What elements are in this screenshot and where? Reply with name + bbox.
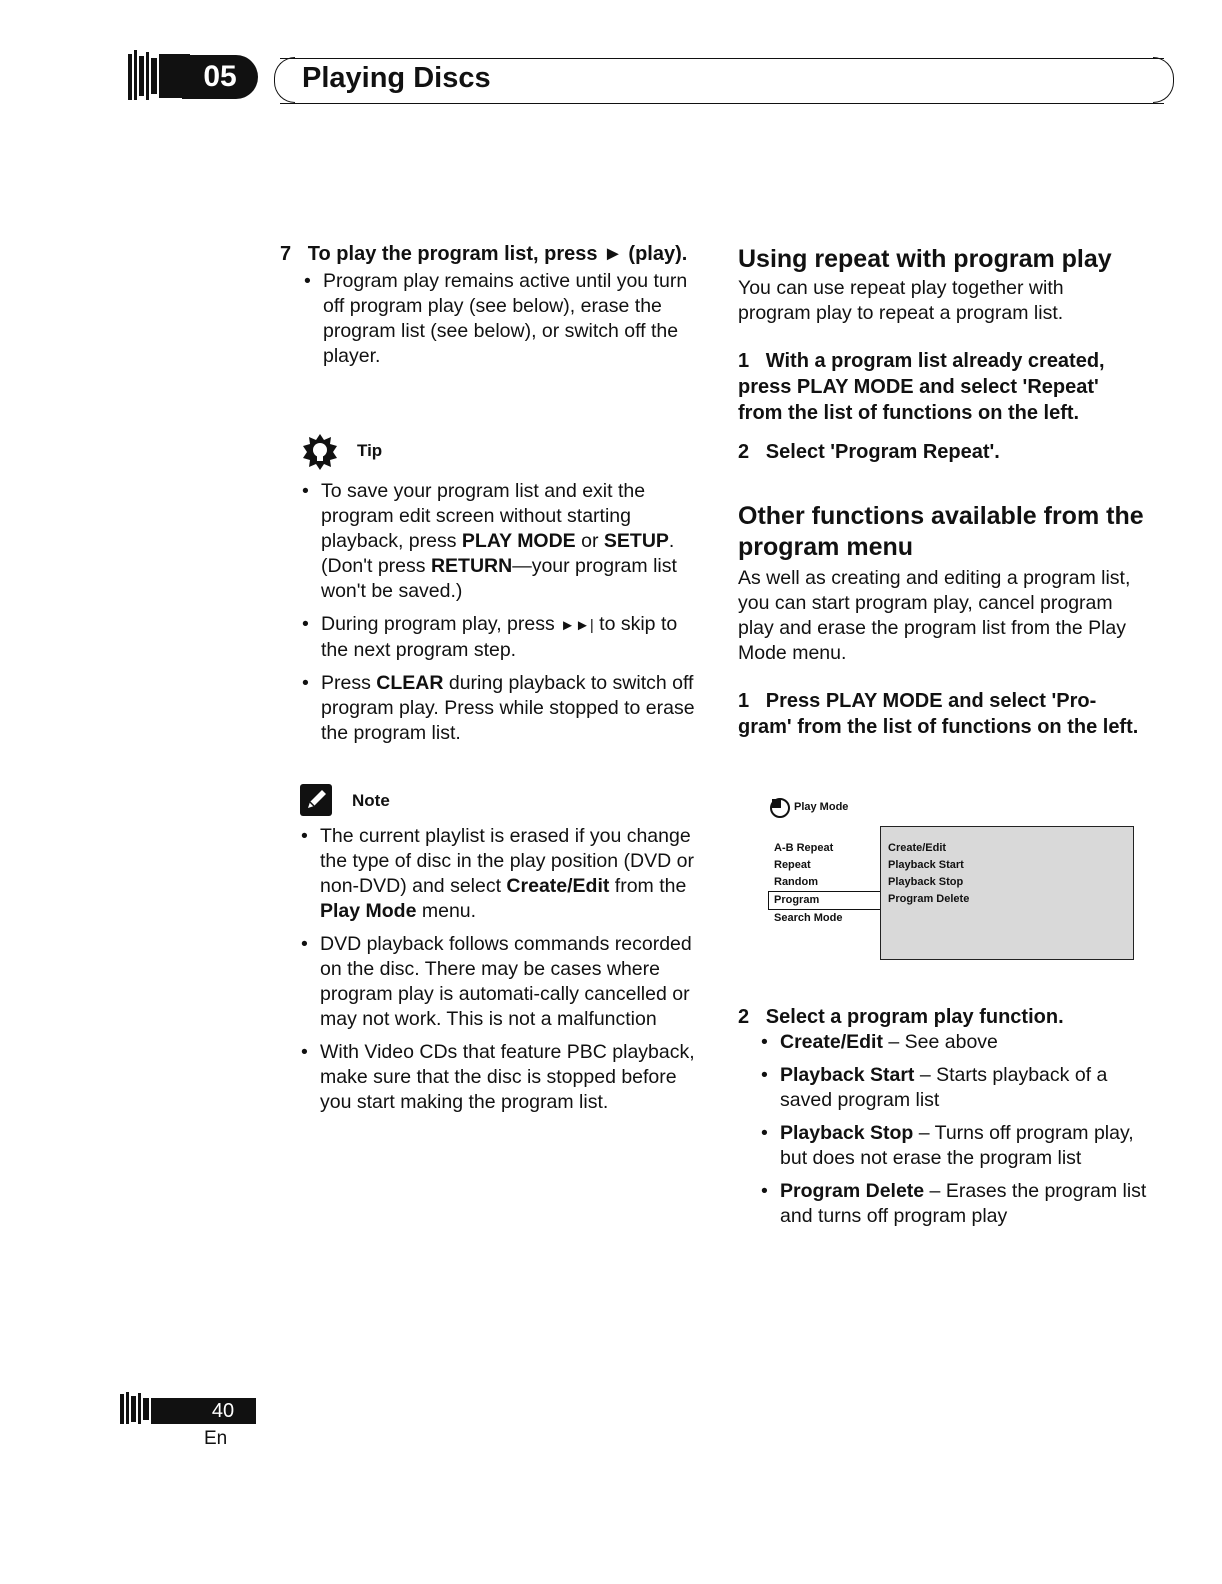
osd-sub-program-delete[interactable]: Program Delete [888,893,970,905]
osd-submenu-list [888,840,969,908]
tip-label: Tip [357,441,383,460]
pencil-icon [300,784,332,816]
skip-next-icon: ►►| [560,617,594,634]
list-item: • Program Delete – Erases the program list and turns off program play [761,1180,1147,1227]
step-7-number: 7 [280,243,292,265]
list-item: • Playback Start – Starts playback of a saved program list [761,1064,1108,1111]
osd-item-random[interactable]: Random [774,876,818,888]
other-step-1: 1 Press PLAY MODE and select 'Pro-gram' from the list of functions on the left. [738,690,1139,738]
osd-item-repeat[interactable]: Repeat [774,859,811,871]
osd-sub-playback-stop[interactable]: Playback Stop [888,876,964,888]
list-item: • Create/Edit – See above [761,1031,998,1053]
section-heading-other: Other functions available from the program menu [738,502,1144,561]
list-item: • With Video CDs that feature PBC playback, make sure that the disc is stopped before you start making the program list. [301,1041,695,1113]
list-item: • Program play remains active until you turn off program play (see below), erase the program list (see below), or switch off the player. [304,270,688,367]
step-7 [280,241,690,377]
osd-title: Play Mode [794,801,849,813]
tip-list [300,479,700,754]
osd-sub-create-edit[interactable]: Create/Edit [888,842,947,854]
page-number: 40 [190,1398,256,1424]
function-list [759,1030,1159,1237]
page-language: En [204,1428,228,1449]
repeat-step-1: 1 With a program list already created, press PLAY MODE and select 'Repeat' from the list of functions on the left. [738,350,1105,424]
play-mode-icon [768,797,792,819]
osd-item-program-selected[interactable]: Program [768,891,884,910]
list-item: • Playback Stop – Turns off program play, but does not erase the program list [761,1122,1134,1169]
osd-function-list [774,840,884,927]
list-item: • During program play, press ►►| to skip to the next program step. [302,613,678,661]
step-7-text: To play the program list, press ► (play). [307,243,688,265]
repeat-step-2: 2 Select 'Program Repeat'. [738,441,1000,463]
note-label: Note [352,791,390,810]
chapter-title: Playing Discs [302,62,491,94]
osd-item-ab-repeat[interactable]: A-B Repeat [774,842,834,854]
section-intro-other: As well as creating and editing a program list, you can start program play, cancel program play and erase the program list from the Play Mode menu. [738,567,1131,664]
chapter-number: 05 [182,55,258,99]
section-heading-repeat: Using repeat with program play [738,245,1112,273]
note-list [299,824,703,1123]
step-7-bullets [302,269,690,369]
osd-item-search-mode[interactable]: Search Mode [774,912,843,924]
step-7-heading [280,241,690,267]
list-item: • The current playlist is erased if you change the type of disc in the play position (DVD or non-DVD) and select Create/Edit from the Play Mode menu. [301,825,694,922]
page-decor-bars [120,1392,190,1426]
other-step-2: 2 Select a program play function. [738,1006,1064,1028]
list-item: • DVD playback follows commands recorded on the disc. There may be cases where program play is automati-cally cancelled or may not work. This is not a malfunction [301,933,692,1030]
section-intro-repeat: You can use repeat play together with program play to repeat a program list. [738,277,1064,324]
list-item: • To save your program list and exit the program edit screen without starting playback, press PLAY MODE or SETUP. (Don't press RETURN—your program list won't be saved.) [302,480,677,602]
chapter-decor-bars [128,50,190,102]
lightbulb-icon [300,432,340,472]
list-item: • Press CLEAR during playback to switch off program play. Press while stopped to erase the program list. [302,672,695,744]
osd-sub-playback-start[interactable]: Playback Start [888,859,964,871]
